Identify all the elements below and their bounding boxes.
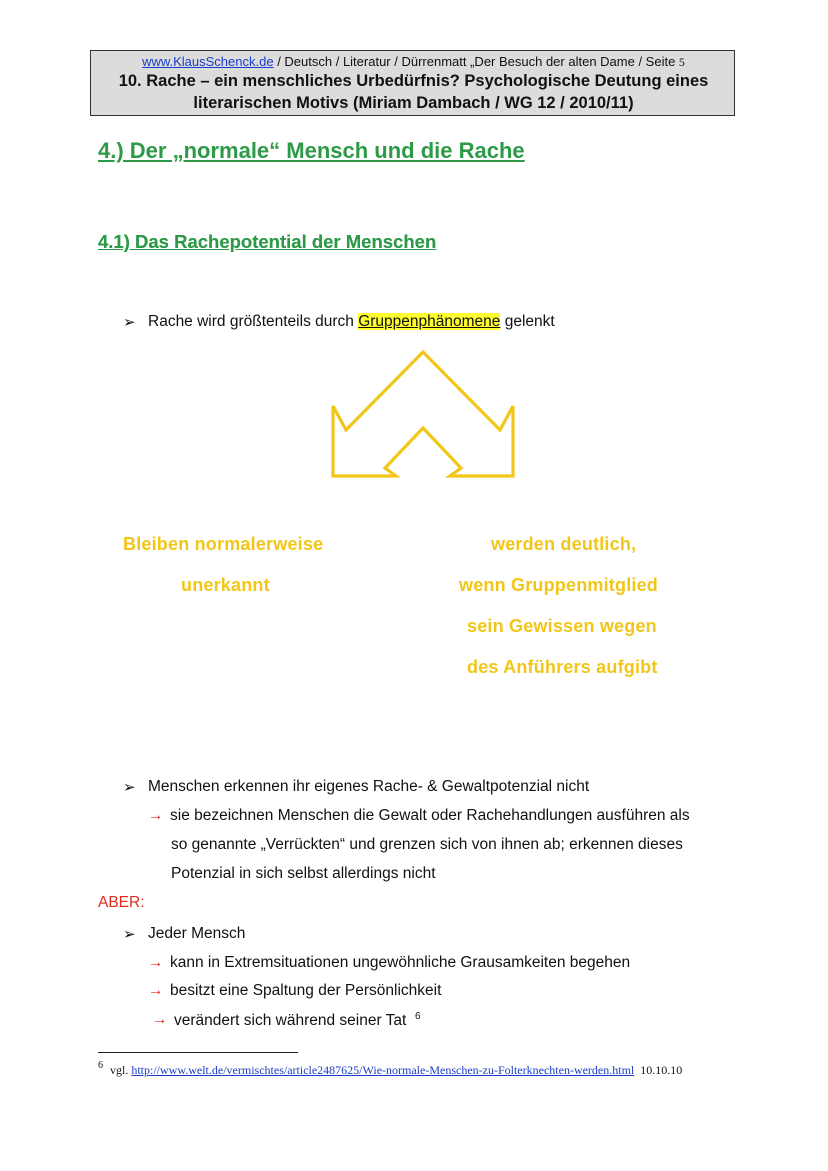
subsection-heading: 4.1) Das Rachepotential der Menschen [98,231,437,252]
bullet3-item3 [174,1011,421,1030]
arrow-icon: → [148,954,164,971]
footnote-number: 6 [98,1060,103,1071]
footnote-date: 10.10.10 [640,1063,683,1077]
bullet2-sub-line3: Potenzial in sich selbst allerdings nicht [171,865,436,882]
footnote-divider [98,1052,298,1053]
header-breadcrumb: / Deutsch / Literatur / Dürrenmatt „Der Besuch der alten Dame / Seite [273,54,679,69]
arrow-icon: → [148,807,164,824]
bullet2-sub-line2: so genannte „Verrückten“ und grenzen sich von ihnen ab; erkennen dieses [171,836,683,853]
bullet2-sub-line1: sie bezeichnen Menschen die Gewalt oder Rachehandlungen ausführen als [170,807,690,824]
site-link[interactable]: www.KlausSchenck.de [142,54,274,69]
right-label-line1: werden deutlich, [491,534,637,554]
header-meta-line [91,54,736,70]
split-arrow-diagram [330,348,520,480]
bullet3-item3-text: verändert sich während seiner Tat [174,1012,407,1030]
bullet3-item2: besitzt eine Spaltung der Persönlichkeit [170,982,442,999]
footnote-prefix: vgl. [110,1063,132,1077]
split-arrow-icon [333,352,513,476]
right-label-line4: des Anführers aufgibt [467,657,658,677]
bullet3-text: Jeder Mensch [148,925,246,942]
bullet-icon: ➢ [123,926,136,943]
bullet1-before: Rache wird größtenteils durch [148,313,359,330]
right-label-line3: sein Gewissen wegen [467,616,657,636]
page-number: 5 [678,55,685,69]
header-title-line1: 10. Rache – ein menschliches Urbedürfnis? Psychologische Deutung eines [118,72,709,90]
section-heading: 4.) Der „normale“ Mensch und die Rache [98,138,525,163]
arrow-icon: → [152,1011,168,1028]
footnote-text [110,1063,682,1078]
bullet1-text [148,313,555,331]
left-label-line2: unerkannt [181,575,270,595]
aber-label: ABER: [98,894,145,911]
bullet-icon: ➢ [123,314,136,331]
bullet-icon: ➢ [123,779,136,796]
bullet2-text: Menschen erkennen ihr eigenes Rache- & Gewaltpotenzial nicht [148,778,590,795]
footnote-link[interactable]: http://www.welt.de/vermischtes/article2487625/Wie-normale-Menschen-zu-Folterknechten-werden.html [131,1063,635,1077]
bullet3-item1: kann in Extremsituationen ungewöhnliche Grausamkeiten begehen [170,954,631,971]
arrow-icon: → [148,982,164,999]
footnote-ref[interactable]: 6 [414,1011,421,1022]
highlighted-term: Gruppenphänomene [358,313,501,330]
bullet1-after: gelenkt [500,313,555,330]
right-label-line2: wenn Gruppenmitglied [459,575,659,595]
left-label-line1: Bleiben normalerweise [123,534,324,554]
header-title-line2: literarischen Motivs (Miriam Dambach / WG 12 / 2010/11) [193,94,634,112]
document-header [90,50,735,116]
